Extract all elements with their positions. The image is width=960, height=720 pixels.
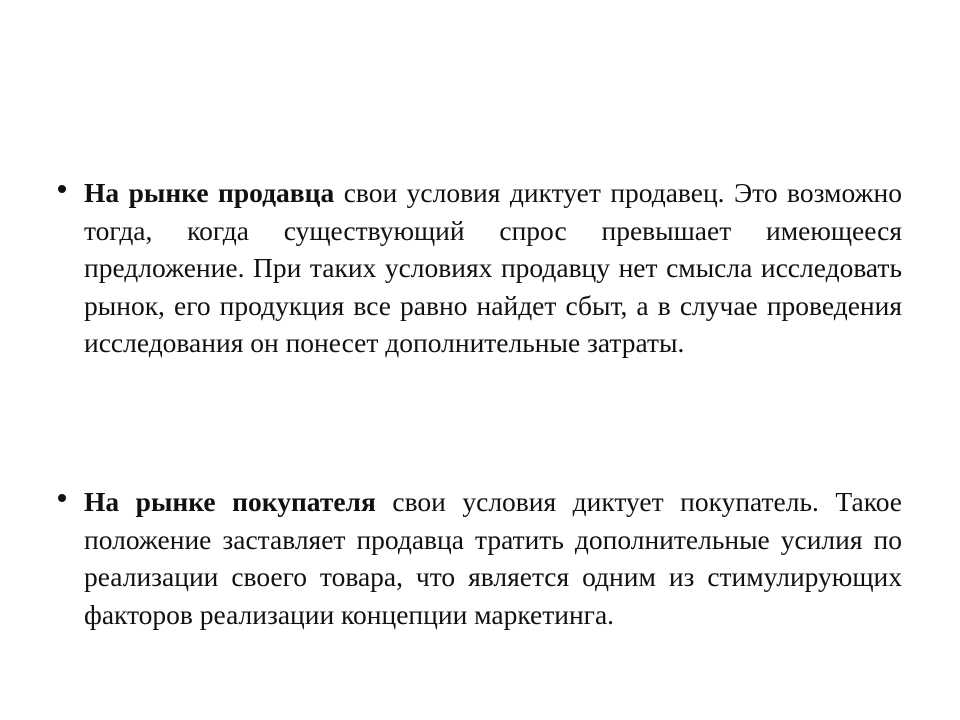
bullet-dot-icon: [58, 494, 66, 502]
bullet-dot-icon: [58, 185, 66, 193]
bullet-seller-market: [58, 174, 902, 362]
bullet-body: свои условия диктует покупатель. Такое положение заставляет продавца тратить дополнительные усилия по реализации своего товара, что является одним из стимулирующих факторов реализации концепции маркетинга.: [84, 486, 902, 630]
bullet-paragraph: [84, 483, 902, 633]
bullet-buyer-market: [58, 483, 902, 633]
bullet-term: На рынке продавца: [84, 177, 335, 208]
bullet-body: свои условия диктует продавец. Это возможно тогда, когда существующий спрос превышает имеющееся предложение. При таких условиях продавцу нет смысла исследовать рынок, его продукция все равно найдет сбыт, а в случае проведения исследования он понесет дополнительные затраты.: [84, 177, 902, 358]
bullet-paragraph: [84, 174, 902, 362]
bullet-term: На рынке покупателя: [84, 486, 376, 517]
